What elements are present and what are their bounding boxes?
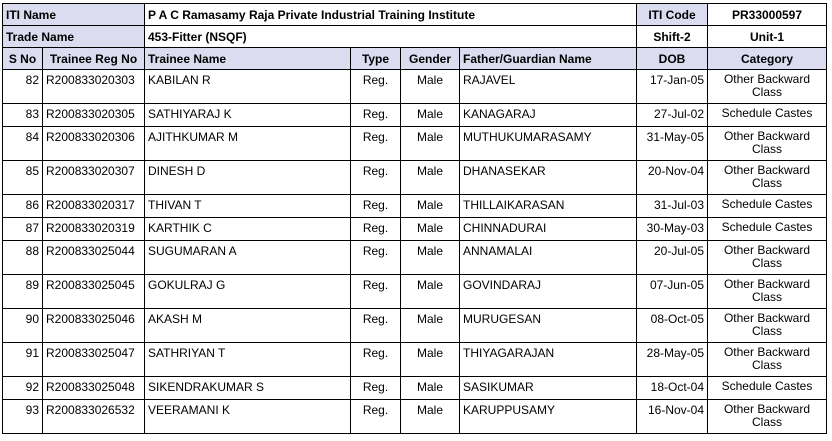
column-header-row — [3, 48, 827, 70]
shift-value: Shift-2 — [637, 26, 708, 48]
table-row — [3, 309, 827, 343]
cell-reg-no: R200833020319 — [43, 218, 145, 241]
cell-type: Reg. — [351, 377, 401, 400]
cell-father-name: KARUPPUSAMY — [460, 400, 637, 434]
iti-name-label: ITI Name — [3, 4, 145, 26]
cell-reg-no: R200833020303 — [43, 70, 145, 104]
cell-category: Other Backward Class — [708, 127, 827, 161]
cell-trainee-name: SATHRIYAN T — [145, 343, 351, 377]
cell-reg-no: R200833025044 — [43, 241, 145, 275]
cell-gender: Male — [401, 241, 460, 275]
cell-gender: Male — [401, 275, 460, 309]
table-row — [3, 218, 827, 241]
table-row — [3, 161, 827, 195]
cell-type: Reg. — [351, 309, 401, 343]
cell-category: Other Backward Class — [708, 309, 827, 343]
trade-name-label: Trade Name — [3, 26, 145, 48]
col-header-gender: Gender — [401, 48, 460, 70]
cell-reg-no: R200833020307 — [43, 161, 145, 195]
cell-sno: 84 — [3, 127, 43, 161]
col-header-reg-no: Trainee Reg No — [43, 48, 145, 70]
trade-name-value: 453-Fitter (NSQF) — [145, 26, 637, 48]
cell-dob: 27-Jul-02 — [637, 104, 708, 127]
cell-sno: 88 — [3, 241, 43, 275]
cell-type: Reg. — [351, 195, 401, 218]
cell-dob: 31-Jul-03 — [637, 195, 708, 218]
cell-sno: 93 — [3, 400, 43, 434]
col-header-type: Type — [351, 48, 401, 70]
table-row — [3, 104, 827, 127]
cell-reg-no: R200833026532 — [43, 400, 145, 434]
cell-trainee-name: AKASH M — [145, 309, 351, 343]
col-header-sno: S No — [3, 48, 43, 70]
trainee-list-sheet — [2, 3, 827, 434]
col-header-dob: DOB — [637, 48, 708, 70]
cell-gender: Male — [401, 127, 460, 161]
cell-trainee-name: SIKENDRAKUMAR S — [145, 377, 351, 400]
cell-dob: 08-Oct-05 — [637, 309, 708, 343]
cell-category: Other Backward Class — [708, 241, 827, 275]
cell-gender: Male — [401, 161, 460, 195]
cell-dob: 18-Oct-04 — [637, 377, 708, 400]
cell-trainee-name: THIVAN T — [145, 195, 351, 218]
cell-type: Reg. — [351, 400, 401, 434]
cell-reg-no: R200833020317 — [43, 195, 145, 218]
cell-type: Reg. — [351, 161, 401, 195]
cell-category: Other Backward Class — [708, 400, 827, 434]
cell-sno: 89 — [3, 275, 43, 309]
table-row — [3, 127, 827, 161]
cell-sno: 83 — [3, 104, 43, 127]
unit-value: Unit-1 — [708, 26, 827, 48]
cell-trainee-name: KABILAN R — [145, 70, 351, 104]
table-row — [3, 275, 827, 309]
cell-father-name: MURUGESAN — [460, 309, 637, 343]
trade-name-row — [3, 26, 827, 48]
trainee-rows — [3, 70, 827, 434]
cell-father-name: CHINNADURAI — [460, 218, 637, 241]
cell-category: Schedule Castes — [708, 195, 827, 218]
cell-gender: Male — [401, 70, 460, 104]
cell-gender: Male — [401, 195, 460, 218]
cell-reg-no: R200833025045 — [43, 275, 145, 309]
table-row — [3, 241, 827, 275]
table-row — [3, 70, 827, 104]
table-row — [3, 343, 827, 377]
cell-type: Reg. — [351, 275, 401, 309]
cell-sno: 92 — [3, 377, 43, 400]
cell-type: Reg. — [351, 241, 401, 275]
cell-dob: 30-May-03 — [637, 218, 708, 241]
iti-code-value: PR33000597 — [708, 4, 827, 26]
cell-type: Reg. — [351, 70, 401, 104]
cell-father-name: KANAGARAJ — [460, 104, 637, 127]
cell-father-name: GOVINDARAJ — [460, 275, 637, 309]
cell-type: Reg. — [351, 127, 401, 161]
cell-trainee-name: SUGUMARAN A — [145, 241, 351, 275]
table-row — [3, 377, 827, 400]
cell-category: Schedule Castes — [708, 377, 827, 400]
cell-gender: Male — [401, 309, 460, 343]
iti-name-row — [3, 4, 827, 26]
cell-gender: Male — [401, 377, 460, 400]
cell-father-name: THIYAGARAJAN — [460, 343, 637, 377]
cell-father-name: RAJAVEL — [460, 70, 637, 104]
cell-trainee-name: DINESH D — [145, 161, 351, 195]
cell-trainee-name: GOKULRAJ G — [145, 275, 351, 309]
cell-gender: Male — [401, 104, 460, 127]
col-header-category: Category — [708, 48, 827, 70]
table-row — [3, 195, 827, 218]
cell-dob: 28-May-05 — [637, 343, 708, 377]
cell-gender: Male — [401, 400, 460, 434]
cell-sno: 91 — [3, 343, 43, 377]
cell-father-name: ANNAMALAI — [460, 241, 637, 275]
iti-name-value: P A C Ramasamy Raja Private Industrial Training Institute — [145, 4, 637, 26]
cell-gender: Male — [401, 218, 460, 241]
cell-category: Schedule Castes — [708, 104, 827, 127]
cell-sno: 86 — [3, 195, 43, 218]
cell-type: Reg. — [351, 218, 401, 241]
cell-gender: Male — [401, 343, 460, 377]
cell-category: Other Backward Class — [708, 275, 827, 309]
cell-dob: 17-Jan-05 — [637, 70, 708, 104]
cell-dob: 16-Nov-04 — [637, 400, 708, 434]
trainee-table — [2, 3, 827, 434]
cell-sno: 87 — [3, 218, 43, 241]
cell-sno: 90 — [3, 309, 43, 343]
cell-father-name: THILLAIKARASAN — [460, 195, 637, 218]
cell-type: Reg. — [351, 104, 401, 127]
cell-reg-no: R200833025046 — [43, 309, 145, 343]
cell-dob: 31-May-05 — [637, 127, 708, 161]
cell-dob: 20-Jul-05 — [637, 241, 708, 275]
cell-category: Other Backward Class — [708, 70, 827, 104]
cell-type: Reg. — [351, 343, 401, 377]
table-row — [3, 400, 827, 434]
cell-category: Other Backward Class — [708, 343, 827, 377]
cell-trainee-name: VEERAMANI K — [145, 400, 351, 434]
col-header-name: Trainee Name — [145, 48, 351, 70]
cell-reg-no: R200833020306 — [43, 127, 145, 161]
cell-dob: 20-Nov-04 — [637, 161, 708, 195]
cell-category: Other Backward Class — [708, 161, 827, 195]
cell-trainee-name: SATHIYARAJ K — [145, 104, 351, 127]
cell-reg-no: R200833025047 — [43, 343, 145, 377]
cell-father-name: MUTHUKUMARASAMY — [460, 127, 637, 161]
cell-trainee-name: AJITHKUMAR M — [145, 127, 351, 161]
cell-dob: 07-Jun-05 — [637, 275, 708, 309]
cell-sno: 85 — [3, 161, 43, 195]
cell-trainee-name: KARTHIK C — [145, 218, 351, 241]
cell-reg-no: R200833025048 — [43, 377, 145, 400]
cell-sno: 82 — [3, 70, 43, 104]
cell-father-name: DHANASEKAR — [460, 161, 637, 195]
cell-category: Schedule Castes — [708, 218, 827, 241]
cell-reg-no: R200833020305 — [43, 104, 145, 127]
col-header-father: Father/Guardian Name — [460, 48, 637, 70]
cell-father-name: SASIKUMAR — [460, 377, 637, 400]
iti-code-label: ITI Code — [637, 4, 708, 26]
